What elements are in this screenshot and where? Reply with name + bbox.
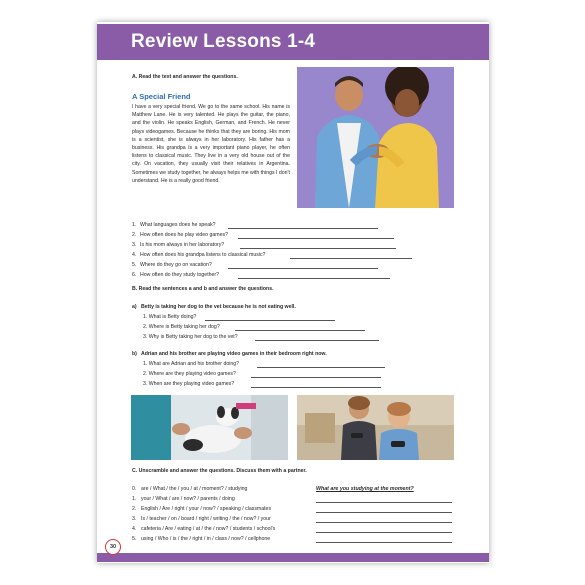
b-question: 3. Why is Betty taking her dog to the vet? — [143, 334, 238, 340]
b-question: 2. Where is Betty taking her dog? — [143, 324, 220, 330]
page-number: 30 — [105, 539, 121, 555]
answer-line[interactable] — [238, 238, 394, 239]
item-number: 5. — [132, 536, 137, 542]
section-b-instruction: B. Read the sentences a and b and answer the questions. — [132, 286, 274, 292]
scrambled-words: your / What / are / now? / parents / doing — [141, 496, 235, 502]
answer-line[interactable] — [251, 377, 381, 378]
question-number: 3. — [132, 242, 137, 248]
friends-photo — [297, 67, 454, 208]
scrambled-words: using / Who / is / the / right / in / class / now? / cellphone — [141, 536, 271, 542]
answer-line[interactable] — [238, 278, 390, 279]
scrambled-words: English / Are / right / your / now? / speaking / classmates — [141, 506, 272, 512]
vet-dog-photo — [131, 395, 288, 460]
scrambled-words: are / What / the / you / at / moment? / studying — [141, 486, 248, 492]
story-title: A Special Friend — [132, 92, 191, 101]
answer-line[interactable] — [235, 330, 365, 331]
b-question: 1. What is Betty doing? — [143, 314, 197, 320]
section-a-instruction: A. Read the text and answer the questions. — [132, 74, 238, 80]
answer-line[interactable] — [316, 542, 452, 543]
item-a-sentence: Betty is taking her dog to the vet because he is not eating well. — [141, 304, 296, 310]
question-text: Where do they go on vacation? — [140, 262, 212, 268]
answer-line[interactable] — [257, 367, 385, 368]
item-b-label: b) — [132, 351, 137, 357]
question-text: How often do they study together? — [140, 272, 220, 278]
title-banner — [97, 24, 489, 60]
question-text: How often does he play video games? — [140, 232, 228, 238]
answer-line[interactable] — [205, 320, 335, 321]
question-number: 2. — [132, 232, 137, 238]
answer-line[interactable] — [316, 502, 452, 503]
footer-bar — [97, 553, 489, 562]
answer-line[interactable] — [251, 387, 381, 388]
section-c-instruction: C. Unscramble and answer the questions. Discuss them with a partner. — [132, 468, 307, 474]
b-question: 1. What are Adrian and his brother doing? — [143, 361, 240, 367]
item-a-label: a) — [132, 304, 137, 310]
question-text: Is his mom always in her laboratory? — [140, 242, 225, 248]
scrambled-words: Is / teacher / on / board / right / writing / the / now? / your — [141, 516, 271, 522]
story-text: I have a very special friend. We go to the same school. His name is Matthew Lane. He is very talented. He plays the guitar, the piano, and the violin. He speaks English, German, and French. He never plays videogames. Because he thinks that they are boring. His mom is a scientist, she is always in her laboratory. His father has a business. His grandpa is a very important piano player, he often listens to classical music. They live in a very old house out of the city. On vacation, they usually visit their relatives in Argentina. Sometimes we study together, he always helps me with things I don't understand. He is a really good friend. — [132, 104, 290, 184]
answer-line[interactable] — [316, 512, 452, 513]
question-number: 6. — [132, 272, 137, 278]
item-number: 2. — [132, 506, 137, 512]
b-question: 2. Where are they playing video games? — [143, 371, 236, 377]
page-title: Review Lessons 1-4 — [131, 31, 316, 52]
workbook-page — [97, 22, 489, 563]
question-text: How often does his grandpa listens to classical music? — [140, 252, 266, 258]
item-number: 1. — [132, 496, 137, 502]
scrambled-words: cafeteria / Are / eating / at / the / now? / students / school's — [141, 526, 276, 532]
answer-line[interactable] — [240, 248, 396, 249]
question-text: What languages does he speak? — [140, 222, 216, 228]
answer-line[interactable] — [255, 340, 379, 341]
answer-line[interactable] — [316, 532, 452, 533]
example-answer: What are you studying at the moment? — [316, 486, 414, 492]
answer-line[interactable] — [316, 522, 452, 523]
item-number: 3. — [132, 516, 137, 522]
answer-line[interactable] — [228, 228, 378, 229]
item-number: 0. — [132, 486, 137, 492]
question-number: 4. — [132, 252, 137, 258]
item-number: 4. — [132, 526, 137, 532]
question-number: 5. — [132, 262, 137, 268]
b-question: 3. When are they playing video games? — [143, 381, 235, 387]
answer-line[interactable] — [290, 258, 412, 259]
boys-videogame-photo — [297, 395, 454, 460]
item-b-sentence: Adrian and his brother are playing video games in their bedroom right now. — [141, 351, 327, 357]
question-number: 1. — [132, 222, 137, 228]
answer-line[interactable] — [228, 268, 378, 269]
